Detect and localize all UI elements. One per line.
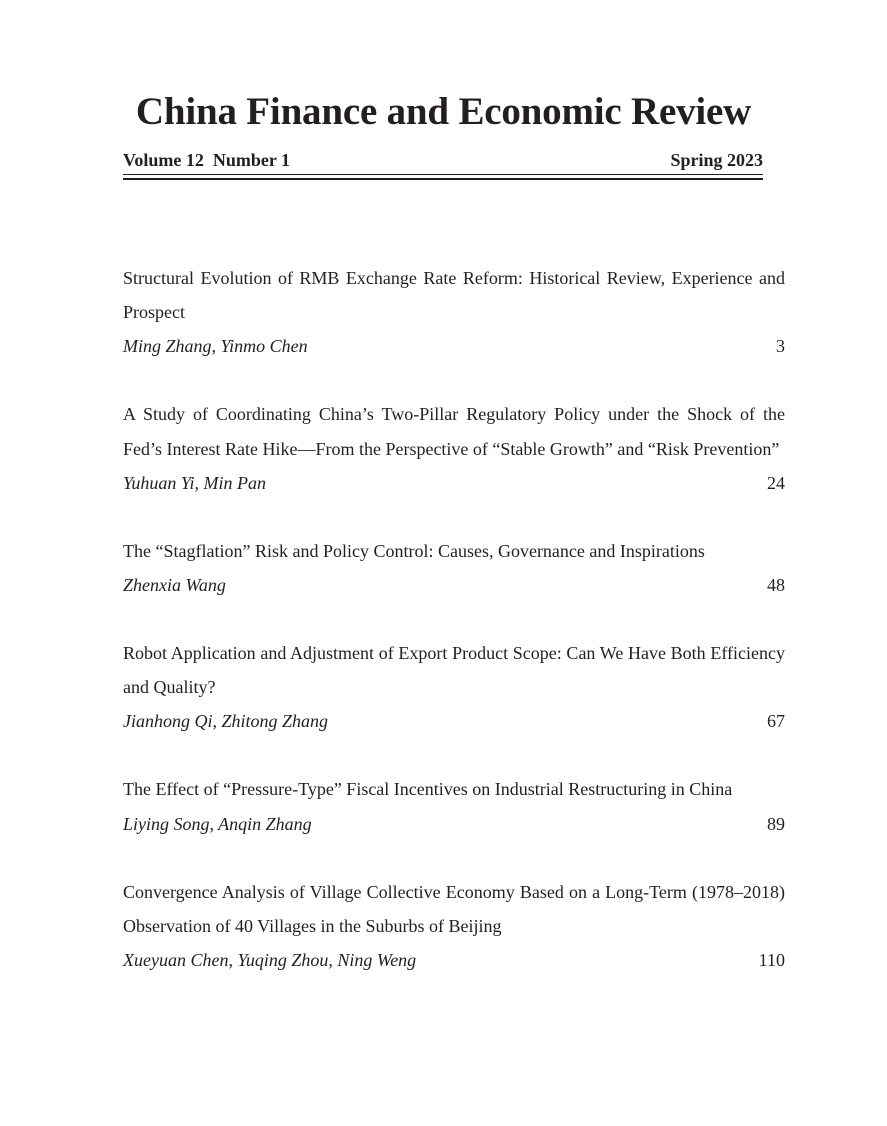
article-page-number: 89 [767, 813, 785, 834]
article-meta [123, 704, 785, 738]
article-meta [123, 466, 785, 500]
article-page-number: 48 [767, 575, 785, 596]
toc-entry[interactable] [123, 397, 785, 499]
article-meta [123, 568, 785, 602]
header-rule-thick [123, 178, 763, 180]
toc-entry[interactable] [123, 875, 785, 977]
article-authors: Yuhuan Yi, Min Pan [123, 472, 267, 493]
volume-number: Volume 12 Number 1 [123, 150, 291, 170]
issue-season: Spring 2023 [670, 150, 763, 170]
toc-entry[interactable] [123, 534, 785, 602]
article-title[interactable]: Robot Application and Adjustment of Export Product Scope: Can We Have Both Efficiency and Quality? [123, 643, 785, 698]
journal-title: China Finance and Economic Review [135, 90, 752, 133]
article-meta [123, 807, 785, 841]
article-authors: Xueyuan Chen, Yuqing Zhou, Ning Weng [123, 950, 417, 971]
toc-entry[interactable] [123, 261, 785, 363]
article-page-number: 24 [767, 472, 785, 493]
article-title[interactable]: A Study of Coordinating China’s Two-Pillar Regulatory Policy under the Shock of the Fed’s Interest Rate Hike—From the Perspective of “Stable Growth” and “Risk Prevention” [123, 404, 785, 459]
article-page-number: 3 [776, 336, 785, 357]
article-authors: Zhenxia Wang [123, 575, 226, 596]
article-authors: Ming Zhang, Yinmo Chen [123, 336, 308, 357]
table-of-contents [123, 261, 785, 977]
toc-entry[interactable] [123, 636, 785, 738]
article-authors: Liying Song, Anqin Zhang [123, 813, 312, 834]
article-page-number: 67 [767, 711, 785, 732]
article-title[interactable]: Structural Evolution of RMB Exchange Rate Reform: Historical Review, Experience and Prospect [123, 268, 785, 323]
article-meta [123, 329, 785, 363]
article-title[interactable]: The Effect of “Pressure-Type” Fiscal Incentives on Industrial Restructuring in China [123, 779, 733, 800]
toc-entry[interactable] [123, 772, 785, 840]
article-authors: Jianhong Qi, Zhitong Zhang [123, 711, 329, 732]
article-title[interactable]: The “Stagflation” Risk and Policy Control: Causes, Governance and Inspirations [123, 540, 705, 561]
article-title[interactable]: Convergence Analysis of Village Collective Economy Based on a Long-Term (1978–2018) Observation of 40 Villages in the Suburbs of Beijing [123, 881, 785, 936]
issue-line [123, 149, 763, 171]
article-meta [123, 943, 785, 977]
article-page-number: 110 [758, 950, 785, 971]
header-rule-thin [123, 174, 763, 175]
